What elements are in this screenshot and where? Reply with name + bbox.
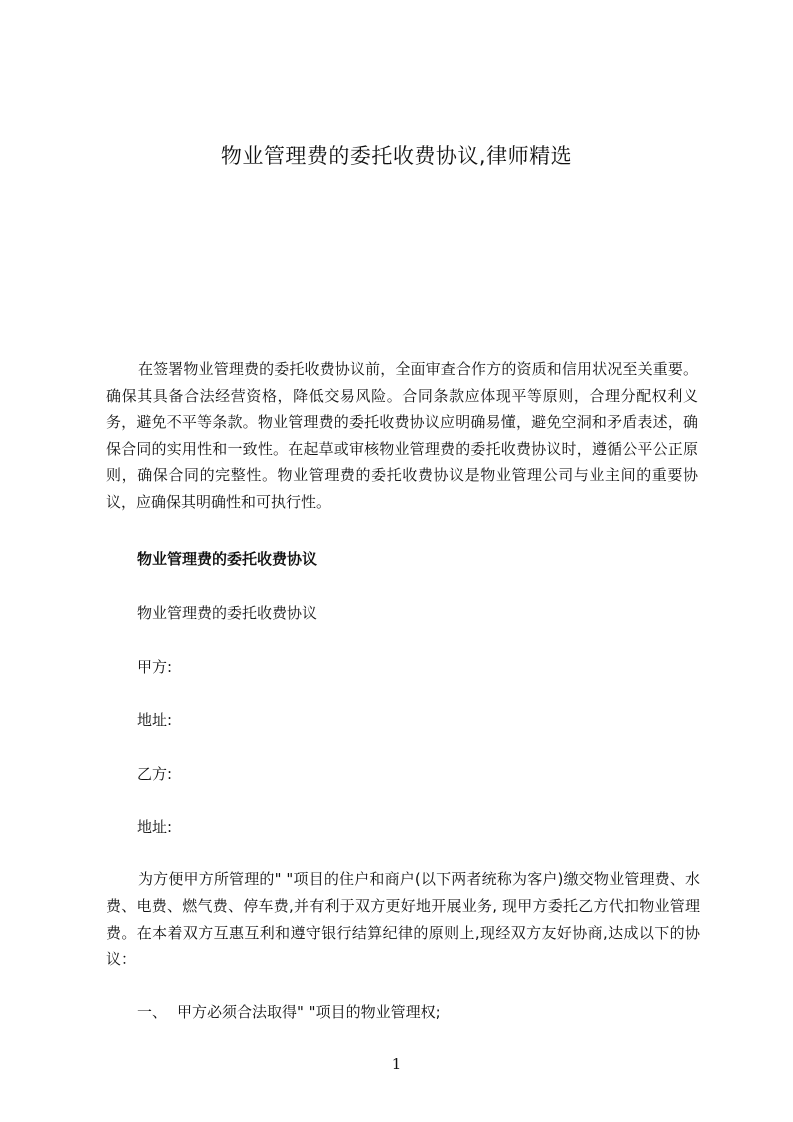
clause-1-text: 甲方必须合法取得" "项目的物业管理权; (177, 1003, 441, 1021)
clause-1 (137, 1002, 441, 1022)
page-number: 1 (391, 1055, 402, 1073)
party-b-address-label: 地址: (137, 818, 173, 836)
section-heading: 物业管理费的委托收费协议 (137, 550, 318, 568)
clause-1-number: 一、 (137, 1003, 168, 1021)
party-b-label: 乙方: (137, 765, 173, 783)
purpose-paragraph: 为方便甲方所管理的" "项目的住户和商户(以下两者统称为客户)缴交物业管理费、水费、电费、燃气费、停车费,并有利于双方更好地开展业务, 现甲方委托乙方代扣物业管理费。在本着双方互惠互利和遵守银行结算纪律的原则上,现经双方友好协商,达成以下的协议： (106, 870, 700, 969)
intro-paragraph: 在签署物业管理费的委托收费协议前，全面审查合作方的资质和信用状况至关重要。确保其具备合法经营资格，降低交易风险。合同条款应体现平等原则，合理分配权利义务，避免不平等条款。物业管理费的委托收费协议应明确易懂，避免空洞和矛盾表述，确保合同的实用性和一致性。在起草或审核物业管理费的委托收费协议时，遵循公平公正原则，确保合同的完整性。物业管理费的委托收费协议是物业管理公司与业主间的重要协议，应确保其明确性和可执行性。 (106, 360, 698, 511)
party-a-label: 甲方: (137, 658, 173, 676)
party-a-address-label: 地址: (137, 711, 173, 729)
document-title: 物业管理费的委托收费协议,律师精选 (220, 144, 573, 168)
agreement-name: 物业管理费的委托收费协议 (137, 604, 318, 622)
